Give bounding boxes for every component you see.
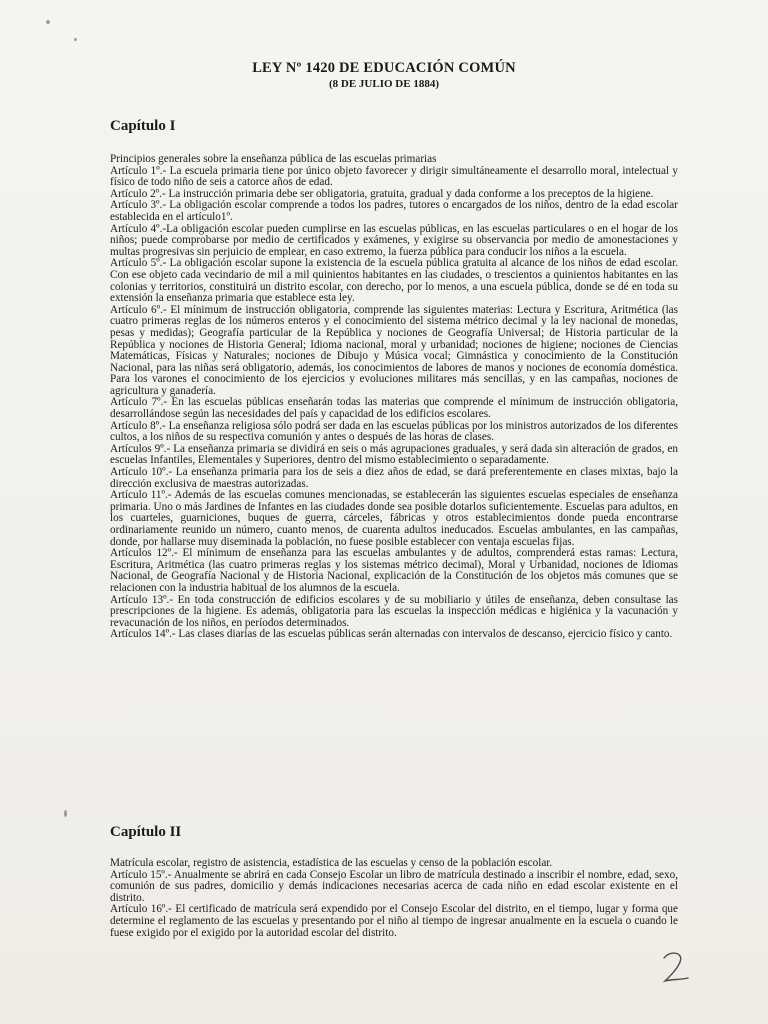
article-8: Artículo 8º.- La enseñanza religiosa sólo podrá ser dada en las escuelas públicas por los ministros autorizados de los diferentes cultos, a los niños de su respectiva comunión y antes o después de las horas de clases. [110,419,678,444]
article-12: Artículos 12º.- El mínimum de enseñanza para las escuelas ambulantes y de adultos, comprenderá estas ramas: Lectura, Escritura, Aritmética (las cuatro primeras reglas y los sistemas métrico decimal), Moral y Urbanidad, nociones de Idiomas Nacional, de Geografía Nacional y de Historia Nacional, explicación de la Constitución de los objetos más comunes que se relacionen con la industria habitual de los alumnos de la escuela. [110,547,678,594]
document-date: (8 DE JULIO DE 1884) [328,78,439,90]
document-title: LEY Nº 1420 DE EDUCACIÓN COMÚN [252,60,516,76]
scan-speck [74,38,77,41]
article-14: Artículos 14º.- Las clases diarias de las escuelas públicas serán alternadas con intervalos de descanso, ejercicio físico y canto. [110,628,673,641]
chapter-2-body [110,858,678,939]
article-3: Artículo 3º.- La obligación escolar comprende a todos los padres, tutores o encargados de los niños, dentro de la edad escolar establecida en el artículo1º. [110,199,678,223]
chapter-1-heading: Capítulo I [110,118,176,134]
article-16: Artículo 16º.- El certificado de matrícula será expendido por el Consejo Escolar del distrito, en el tiempo, lugar y forma que determine el reglamento de las escuelas y presentando por el niño al tiempo de ingresar anualmente en la escuela o cuando le fuese exigido por el exigido por la autoridad escolar del distrito. [110,903,678,939]
article-4: Artículo 4º.-La obligación escolar pueden cumplirse en las escuelas públicas, en las escuelas particulares o en el hogar de los niños; puede comprobarse por medio de certificados y exámenes, y exigirse su observancia por medio de amonestaciones y multas progresivas sin perjuicio de emplear, en caso extremo, la fuerza pública para conducir los niños a la escuela. [110,222,678,258]
article-6: Artículo 6º.- El mínimum de instrucción obligatoria, comprende las siguientes materias: Lectura y Escritura, Aritmética (las cuatro primeras reglas de los números enteros y el conocimiento del sistema métrico decimal y la ley nacional de monedas, pesas y medidas); Geografía particular de la República y nociones de Geografía Universal; de Historia particular de la República y nociones de Historia General; Idioma nacional, moral y urbanidad; nociones de higiene; nociones de Ciencias Matemáticas, Físicas y Naturales; nociones de Dibujo y Música vocal; Gimnástica y conocimiento de la Constitución Nacional, para las niñas será obligatorio, además, los conocimientos de labores de manos y nociones de economía doméstica. Para los varones el conocimiento de los ejercicios y evoluciones militares más sencillas, y en las campañas, nociones de agricultura y ganadería. [110,303,678,397]
article-11: Artículo 11º.- Además de las escuelas comunes mencionadas, se establecerán las siguientes escuelas especiales de enseñanza primaria. Uno o más Jardines de Infantes en las ciudades donde sea posible dotarlos suficientemente. Escuelas para adultos, en los cuarteles, guarniciones, buques de guerra, cárceles, fábricas y otros establecimientos donde pueda encontrarse ordinariamente reunido un número, cuanto menos, de cuarenta adultos ineducados. Escuelas ambulantes, en las campañas, donde, por hallarse muy diseminada la población, no fuese posible establecer con ventaja escuelas fijas. [110,489,678,548]
article-9: Artículos 9º.- La enseñanza primaria se dividirá en seis o más agrupaciones graduales, y será dada sin alteración de grados, en escuelas Infantiles, Elementales y Superiores, dentro del mismo establecimiento o separadamente. [110,442,678,467]
scan-speck [46,20,50,24]
chapter-2-heading: Capítulo II [110,824,182,840]
article-10: Artículo 10º.- La enseñanza primaria para los de seis a diez años de edad, se dará preferentemente en clases mixtas, bajo la dirección exclusiva de maestras autorizadas. [110,466,678,490]
article-13: Artículo 13º.- En toda construcción de edificios escolares y de su mobiliario y útiles de enseñanza, deben consultase las prescripciones de la higiene. Es además, obligatoria para las escuelas la inspección médicas e higiénica y la vacunación y revacunación de los niños, en períodos determinados. [110,593,678,629]
chapter-2-intro: Matrícula escolar, registro de asistencia, estadística de las escuelas y censo de la población escolar. [110,857,553,869]
article-7: Artículo 7º.- En las escuelas públicas enseñarán todas las materias que comprende el mínimum de instrucción obligatoria, desarrollándose según las necesidades del país y capacidad de los edificios escolares. [110,396,678,421]
chapter-1-intro: Principios generales sobre la enseñanza pública de las escuelas primarias [110,153,437,165]
scan-speck [64,810,67,817]
article-15: Artículo 15º.- Anualmente se abrirá en cada Consejo Escolar un libro de matrícula destinado a inscribir el nombre, edad, sexo, comunión de sus padres, domicilio y demás indicaciones necesarias acerca de cada niño en edad escolar existente en el distrito. [110,868,678,904]
article-5: Artículo 5º.- La obligación escolar supone la existencia de la escuela pública gratuita al alcance de los niños de edad escolar. Con ese objeto cada vecindario de mil a mil quinientos habitantes en las ciudades, o trescientos a quinientos habitantes en las colonias y territorios, constituirá un distrito escolar, con derecho, por lo menos, a una escuela pública, donde se dé en toda su extensión la enseñanza primaria que establece esta ley. [110,257,678,305]
chapter-1-body [110,154,678,641]
handwritten-page-number [656,948,696,988]
article-1: Artículo 1º.- La escuela primaria tiene por único objeto favorecer y dirigir simultáneamente el desarrollo moral, intelectual y físico de todo niño de seis a catorce años de edad. [110,164,678,189]
article-2: Artículo 2º.- La instrucción primaria debe ser obligatoria, gratuita, gradual y dada conforme a los preceptos de la higiene. [110,187,654,200]
